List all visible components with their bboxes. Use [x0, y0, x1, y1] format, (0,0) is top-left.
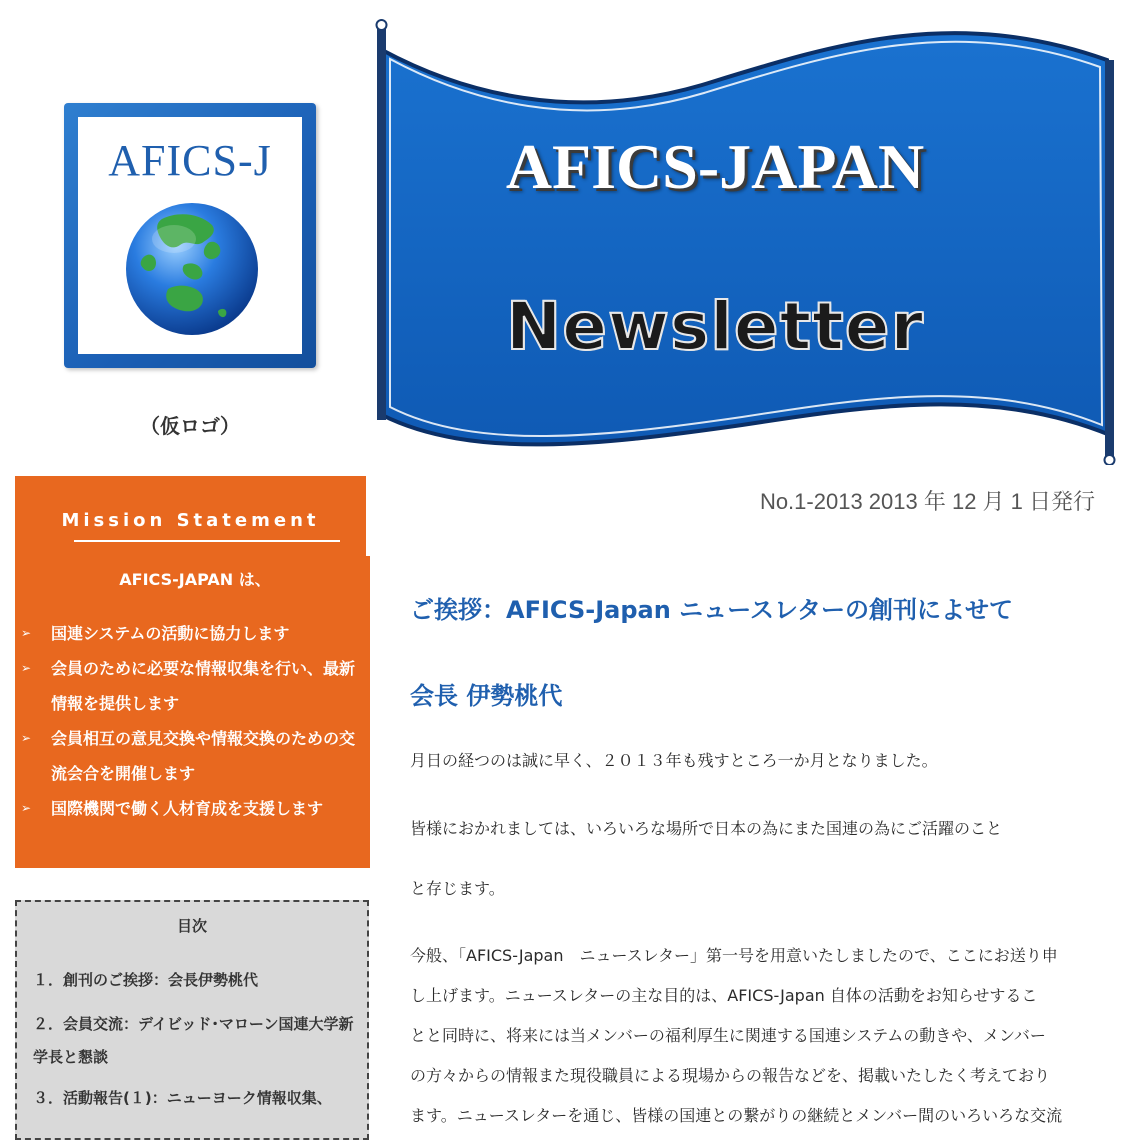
toc-item[interactable]: １．創刊のご挨拶：会長伊勢桃代 [33, 971, 259, 989]
toc-item[interactable]: ３．活動報告(１)：ニューヨーク情報収集、 [33, 1089, 332, 1107]
paragraph-line: の方々からの情報また現役職員による現場からの報告などを、掲載いたしたく考えており [410, 1066, 1051, 1085]
mission-title: Mission Statement [61, 510, 320, 531]
mission-item [15, 791, 370, 826]
article-heading: ご挨拶：AFICS-Japan ニュースレターの創刊によせて [410, 596, 1013, 624]
mission-item-text: 国際機関で働く人材育成を支援します [51, 799, 324, 818]
mission-item-text: 国連システムの活動に協力します [51, 624, 290, 643]
article-paragraph: 皆様におかれましては、いろいろな場所で日本の為にまた国連の為にご活躍のこと [410, 819, 1003, 838]
arrow-bullet-icon: ➢ [21, 731, 32, 745]
logo-text: AFICS-J [108, 136, 272, 185]
article-author: 会長 伊勢桃代 [410, 682, 563, 710]
mission-item [15, 651, 370, 721]
article-paragraph [410, 936, 1100, 1136]
issue-date: No.1-2013 2013 年 12 月 1 日発行 [759, 489, 1095, 514]
arrow-bullet-icon: ➢ [21, 626, 32, 640]
mission-item-text: 会員相互の意見交換や情報交換のための交流会合を開催します [51, 729, 356, 783]
article-paragraph: と存じます。 [410, 879, 505, 898]
banner-subtitle: Newsletter [505, 288, 925, 365]
toc-list [33, 964, 363, 1126]
mission-list [15, 616, 370, 826]
mission-item [15, 616, 370, 651]
arrow-bullet-icon: ➢ [21, 801, 32, 815]
logo-inner [78, 117, 302, 354]
mission-title-underline [74, 540, 340, 542]
arrow-bullet-icon: ➢ [21, 661, 32, 675]
logo [64, 103, 316, 368]
table-of-contents [15, 900, 369, 1140]
paragraph-line: し上げます。ニュースレターの主な目的は、AFICS-Japan 自体の活動をお知らせするこ [410, 986, 1038, 1005]
paragraph-line: 今般、「AFICS-Japan ニュースレター」第一号を用意いたしましたので、ここにお送り申 [410, 946, 1058, 965]
logo-caption: （仮ロゴ） [140, 414, 240, 438]
mission-intro: AFICS-JAPAN は、 [119, 570, 271, 589]
paragraph-line: ます。ニュースレターを通じ、皆様の国連との繋がりの継続とメンバー間のいろいろな交流 [410, 1106, 1063, 1125]
mission-item [15, 721, 370, 791]
paragraph-line: とと同時に、将来には当メンバーの福利厚生に関連する国連システムの動きや、メンバー [410, 1026, 1046, 1045]
mission-box-edge [366, 556, 370, 868]
mission-statement-box [15, 476, 366, 868]
mission-item-text: 会員のために必要な情報収集を行い、最新情報を提供します [51, 659, 356, 713]
banner-title: AFICS-JAPAN [505, 131, 925, 202]
toc-item[interactable]: ２．会員交流：デイビッド･マローン国連大学新学長と懇談 [33, 1015, 354, 1066]
toc-title: 目次 [176, 917, 207, 935]
newsletter-banner [372, 15, 1122, 465]
globe-icon [122, 199, 262, 339]
article-paragraph: 月日の経つのは誠に早く、２０１３年も残すところ一か月となりました。 [410, 751, 938, 770]
